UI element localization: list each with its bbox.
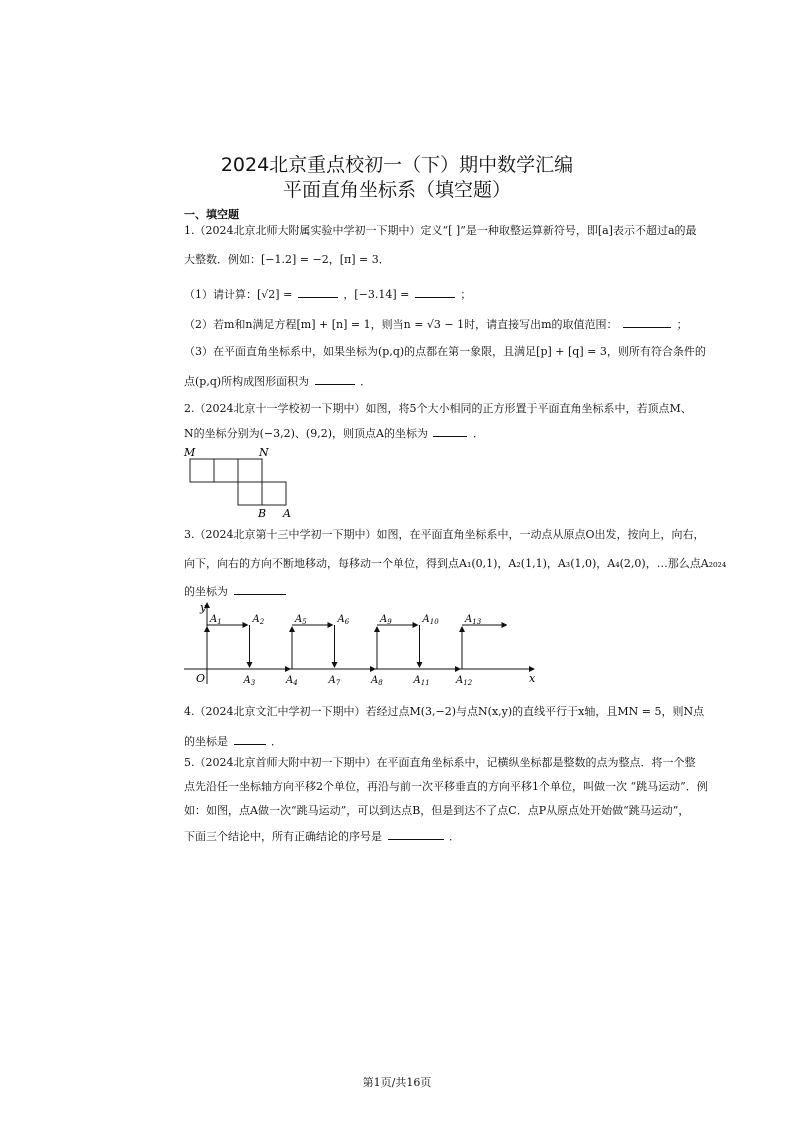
point-label-subscript: 2 [259, 618, 265, 626]
q1-part-2 [184, 316, 688, 332]
path-arrows [207, 625, 507, 669]
q1-part-1-text-b: ，[−3.14] = [343, 288, 410, 301]
square [262, 482, 286, 505]
square [238, 459, 262, 482]
q5-line-1: 5.（2024北京首师大附中初一下期中）在平面直角坐标系中，记横纵坐标都是整数的点为整点．将一个整 [184, 756, 696, 769]
point-label-subscript: 1 [217, 618, 222, 626]
q2-text-a: N的坐标分别为(−3,2)、(9,2)，则顶点A的坐标为 [184, 427, 428, 440]
page-footer: 第1页/共16页 [362, 1076, 432, 1089]
point-label-subscript: 8 [378, 679, 383, 687]
point-label-subscript: 11 [420, 679, 430, 687]
answer-blank[interactable] [315, 373, 355, 385]
q5-line-4 [184, 828, 460, 844]
q3-line-2: 向下，向右的方向不断地移动，每移动一个单位，得到点A₁(0,1)，A₂(1,1)，A₃(1,0)，A₄(2,0)，…那么点A₂₀₂₄ [184, 557, 727, 570]
label-n: N [259, 446, 269, 459]
q1-part-3-line-2 [184, 373, 371, 389]
q1-part-2-text-a: （2）若m和n满足方程[m] + [n] = 1，则当n = √3 − 1时，请直接写出m的取值范围： [184, 318, 618, 331]
square [214, 459, 238, 482]
point-label-subscript: 12 [463, 679, 473, 687]
answer-blank[interactable] [388, 828, 444, 840]
answer-blank[interactable] [415, 286, 455, 298]
section-heading: 一、填空题 [184, 208, 239, 221]
answer-blank[interactable] [234, 733, 266, 745]
point-label: $A_{13}$ [465, 614, 482, 626]
point-label: $A_6$ [337, 614, 350, 626]
point-label: $A_7$ [328, 675, 341, 687]
squares-figure [180, 444, 300, 520]
q5-line-3: 如：如图，点A做一次“跳马运动”，可以到达点B，但是到达不了点C．点P从原点处开始做“跳马运动”， [184, 804, 690, 817]
point-label: $A_4$ [286, 675, 298, 687]
q4-text-b: ． [271, 735, 282, 748]
point-label-subscript: 7 [335, 679, 341, 687]
answer-blank[interactable] [298, 286, 338, 298]
q5-line-2: 点先沿任一坐标轴方向平移2个单位，再沿与前一次平移垂直的方向平移1个单位，叫做一次 “跳马运动”．例 [184, 780, 708, 793]
q1-part-1-text-a: （1）请计算：[√2] = [184, 288, 293, 301]
point-label: $A_1$ [210, 614, 222, 626]
point-label: $A_{10}$ [422, 614, 439, 626]
q1-part-3-line-1: （3）在平面直角坐标系中，如果坐标为(p,q)的点都在第一象限，且满足[p] + [q] = 3，则所有符合条件的 [184, 345, 706, 358]
q4-text-a: 的坐标是 [184, 735, 228, 748]
point-label: $A_5$ [295, 614, 307, 626]
q2-line-1: 2.（2024北京十一学校初一下期中）如图，将5个大小相同的正方形置于平面直角坐标系中，若顶点M、 [184, 402, 692, 415]
q1-part-1-text-c: ； [460, 288, 472, 301]
point-label-subscript: 3 [250, 679, 256, 687]
point-label: $A_{11}$ [413, 675, 430, 687]
q1-line-1: 1.（2024北京北师大附属实验中学初一下期中）定义“[ ]”是一种取整运算新符号，即[a]表示不超过a的最 [184, 224, 697, 237]
label-a: A [283, 507, 291, 520]
q4-line-1: 4.（2024北京文汇中学初一下期中）若经过点M(3,−2)与点N(x,y)的直线平行于x轴，且MN = 5，则N点 [184, 705, 705, 718]
point-label-subscript: 10 [429, 618, 439, 626]
q1-line-2: 大整数．例如：[−1.2] = −2，[π] = 3． [184, 253, 390, 266]
point-label: $A_9$ [380, 614, 392, 626]
title-line-1: 2024北京重点校初一（下）期中数学汇编 [220, 154, 574, 176]
x-axis-label: x [529, 672, 536, 685]
q3-line-3 [184, 583, 288, 599]
q4-line-2 [184, 733, 282, 749]
q1-part-3-text-a: 点(p,q)所构成图形面积为 [184, 375, 310, 388]
label-m: M [184, 446, 196, 459]
q2-text-b: ． [472, 427, 484, 440]
q5-text-a: 下面三个结论中，所有正确结论的序号是 [184, 830, 382, 843]
title-line-2: 平面直角坐标系（填空题） [282, 179, 511, 201]
answer-blank[interactable] [433, 425, 467, 437]
q5-text-b: ． [449, 830, 460, 843]
point-label-subscript: 13 [472, 618, 482, 626]
q2-line-2 [184, 425, 484, 441]
zigzag-path-figure [180, 600, 550, 692]
label-b: B [258, 507, 267, 520]
q1-part-2-text-b: ； [676, 318, 688, 331]
point-label: $A_{12}$ [456, 675, 473, 687]
square [238, 482, 262, 505]
point-label-subscript: 5 [302, 618, 307, 626]
square [190, 459, 214, 482]
origin-label: O [196, 672, 206, 685]
point-label-subscript: 4 [293, 679, 298, 687]
q3-text-a: 的坐标为 [184, 585, 228, 598]
point-label: $A_2$ [252, 614, 265, 626]
q3-line-1: 3.（2024北京第十三中学初一下期中）如图，在平面直角坐标系中，一动点从原点O出发，按向上，向右， [184, 528, 705, 541]
point-label: $A_8$ [371, 675, 383, 687]
point-label-subscript: 6 [344, 618, 350, 626]
answer-blank[interactable] [234, 583, 286, 595]
q1-part-1 [184, 286, 471, 302]
y-axis-label: y [200, 601, 207, 614]
q1-part-3-text-b: ． [360, 375, 372, 388]
point-label: $A_3$ [243, 675, 256, 687]
answer-blank[interactable] [623, 316, 671, 328]
point-label-subscript: 9 [387, 618, 392, 626]
